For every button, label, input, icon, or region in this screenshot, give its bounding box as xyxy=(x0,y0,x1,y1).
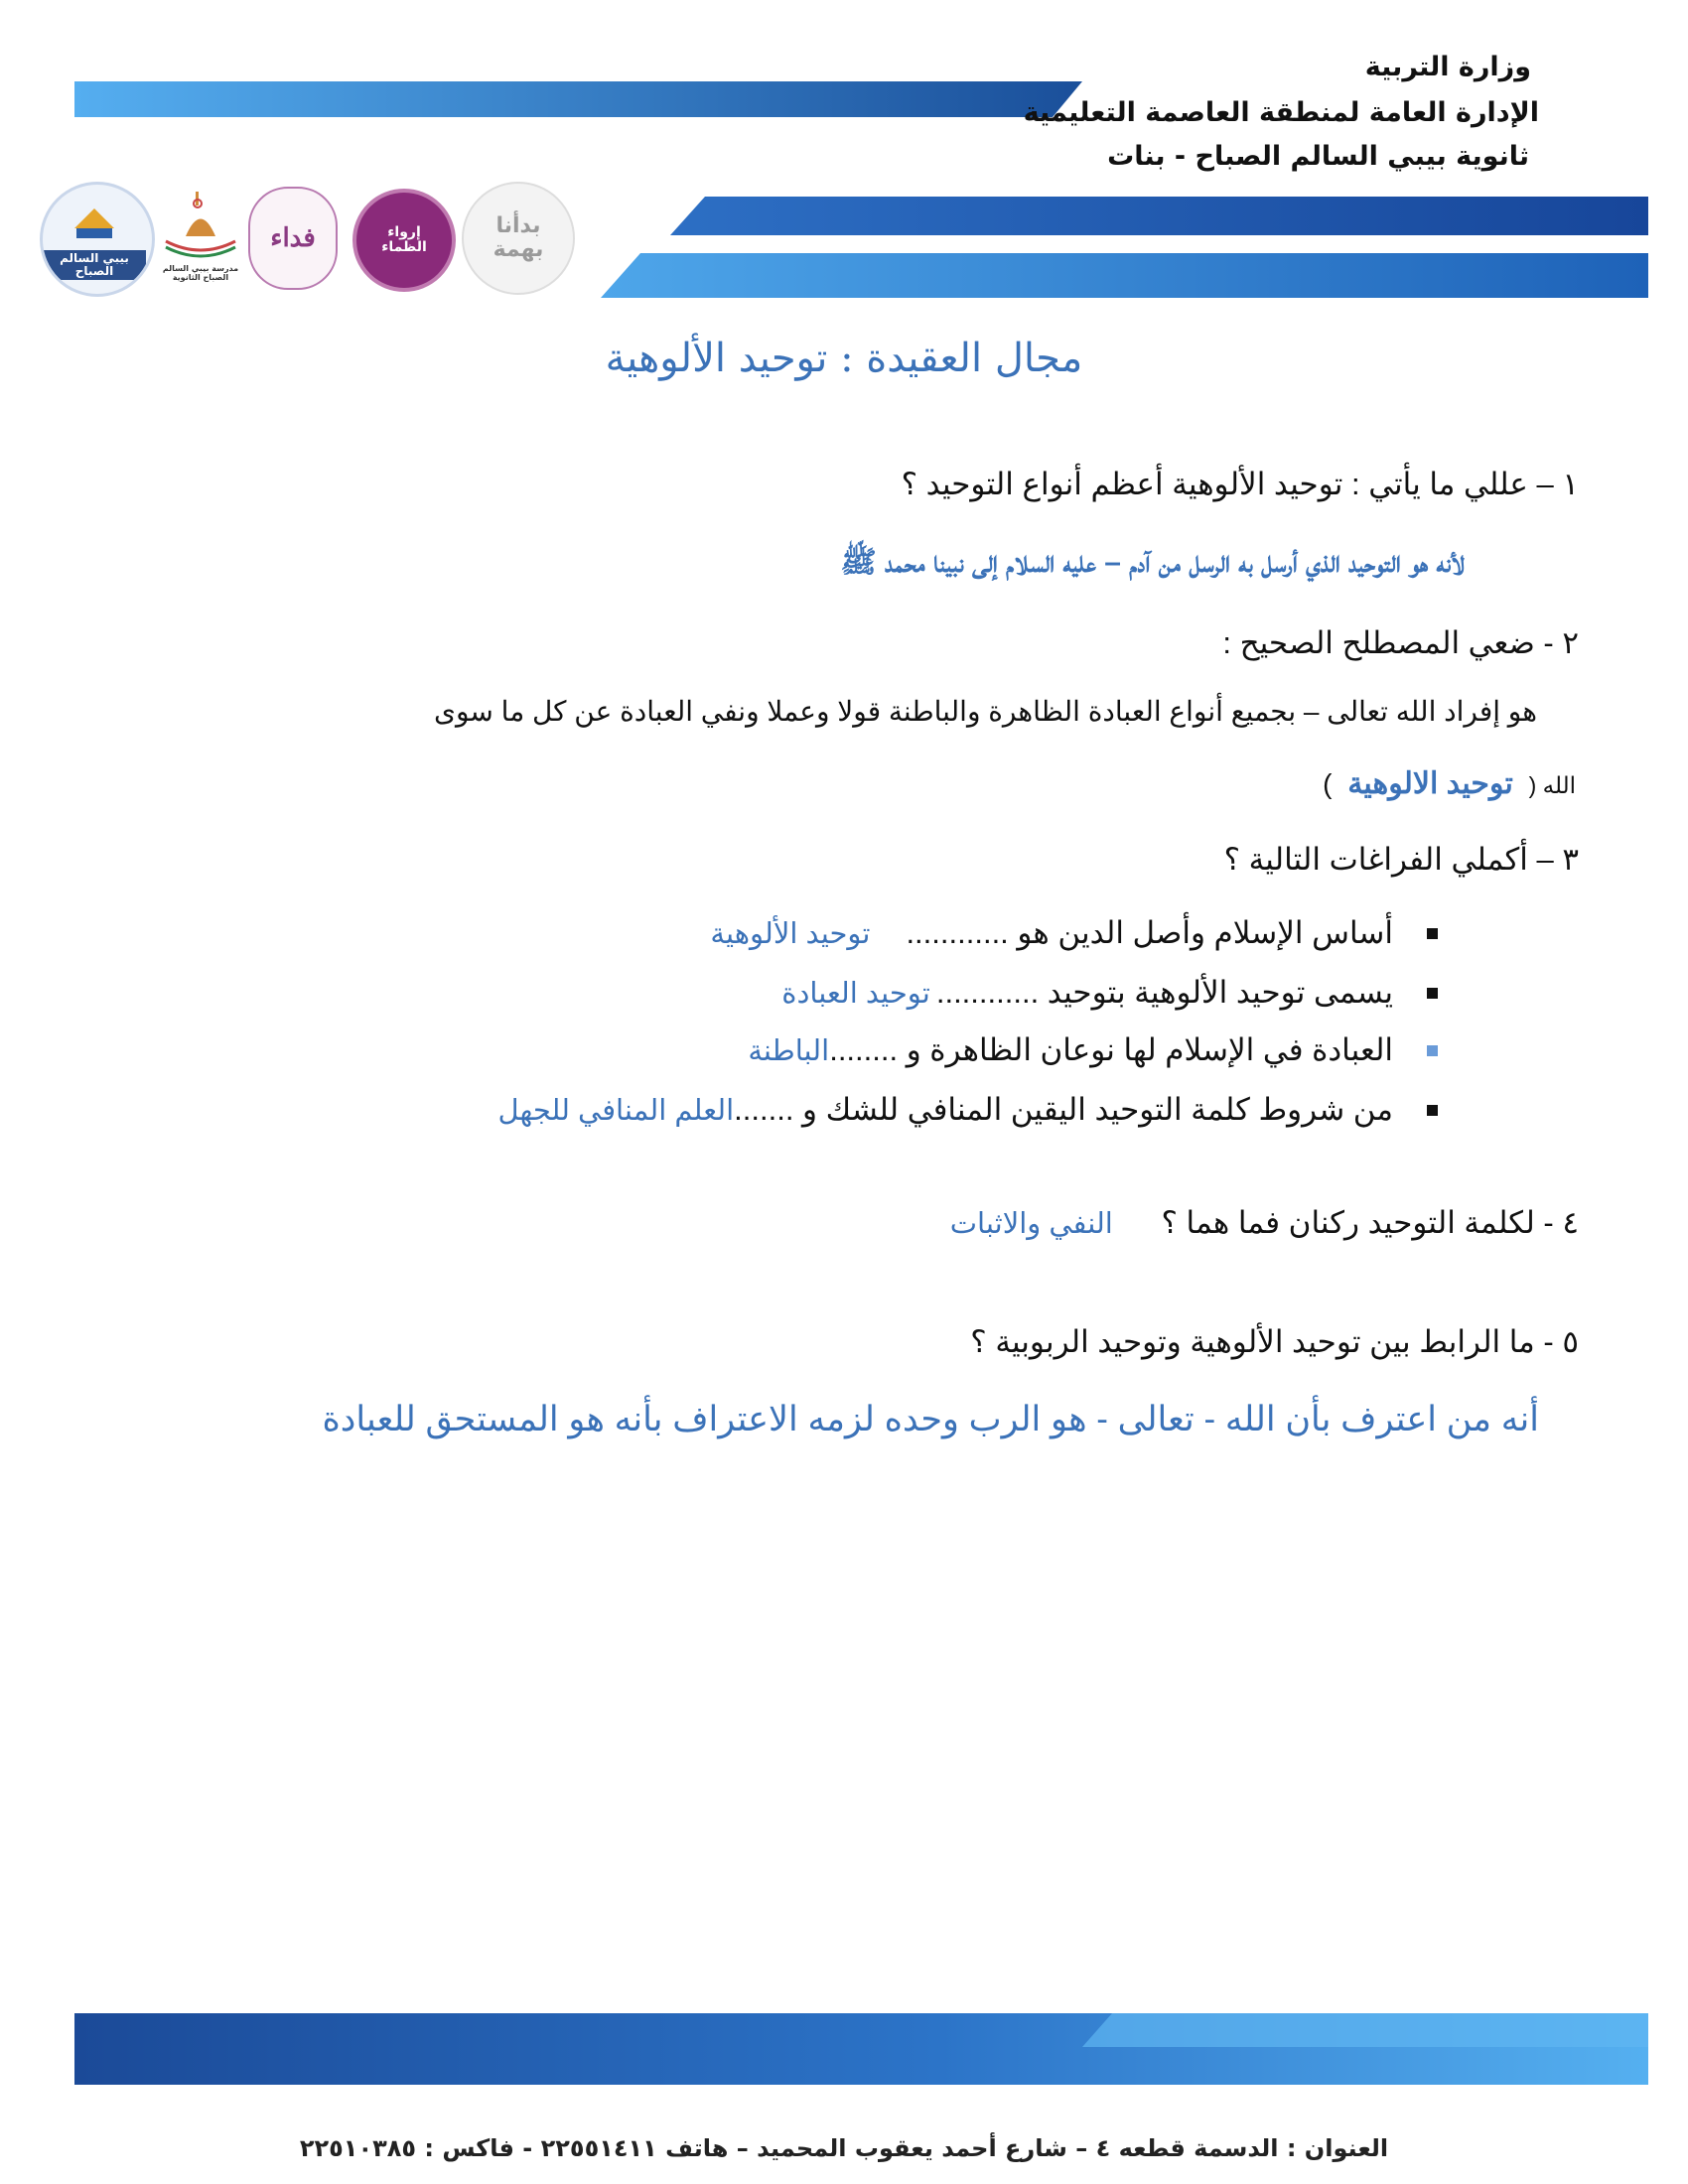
definition-answer-line xyxy=(1323,766,1576,801)
question-2: ٢ - ضعي المصطلح الصحيح : xyxy=(1222,625,1579,660)
answer-5: أنه من اعترف بأن الله - تعالى - هو الرب وحده لزمه الاعتراف بأنه هو المستحق للعبادة xyxy=(322,1400,1539,1438)
bedana-logo: بدأنا بهمة xyxy=(462,182,575,295)
fill-item-text: من شروط كلمة التوحيد اليقين المنافي للشك و ....... xyxy=(734,1092,1393,1127)
question-4-line xyxy=(950,1205,1579,1241)
fill-item-answer: العلم المنافي للجهل xyxy=(497,1094,735,1127)
fill-item-answer: توحيد العبادة xyxy=(781,977,930,1010)
fill-item-4 xyxy=(497,1092,1438,1128)
question-1: ١ – عللي ما يأتي : توحيد الألوهية أعظم أنواع التوحيد ؟ xyxy=(901,467,1579,501)
answer-4: النفي والاثبات xyxy=(949,1208,1113,1240)
definition-end: الله ( xyxy=(1528,772,1576,798)
fill-item-1 xyxy=(710,915,1438,951)
bullet-square-icon xyxy=(1427,1105,1438,1116)
question-5: ٥ - ما الرابط بين توحيد الألوهية وتوحيد الربوبية ؟ xyxy=(970,1324,1579,1359)
answer-2: توحيد الالوهية xyxy=(1347,767,1513,800)
school-logo: بيبي السالم الصباح xyxy=(40,182,155,297)
ministry-name: وزارة التربية xyxy=(1364,52,1531,82)
fill-item-answer: توحيد الألوهية xyxy=(710,917,871,950)
fill-item-3 xyxy=(748,1032,1438,1068)
answer-1: لأنه هو التوحيد الذي أرسل به الرسل من آدم – عليه السلام إلى نبينا محمد ﷺ xyxy=(840,546,1465,579)
footer-address: العنوان : الدسمة قطعه ٤ – شارع أحمد يعقوب المحميد – هاتف ٢٢٥٥١٤١١ - فاكس : ٢٢٥١٠٣٨٥ xyxy=(299,2134,1389,2162)
footer-band xyxy=(0,1995,1688,2105)
question-4: ٤ - لكلمة التوحيد ركنان فما هما ؟ xyxy=(1161,1205,1579,1240)
fill-item-text: أساس الإسلام وأصل الدين هو ............ xyxy=(906,915,1393,950)
directorate-name: الإدارة العامة لمنطقة العاصمة التعليمية xyxy=(1023,97,1539,128)
definition-text: هو إفراد الله تعالى – بجميع أنواع العبادة الظاهرة والباطنة قولا وعملا ونفي العبادة عن كل ما سوى xyxy=(434,696,1537,727)
bullet-square-icon xyxy=(1427,928,1438,939)
close-paren: ) xyxy=(1323,768,1333,799)
mosque-logo: مدرسة بيبي السالم الصباح الثانوية xyxy=(151,182,250,291)
page-title: مجال العقيدة : توحيد الألوهية xyxy=(605,336,1083,381)
bullet-square-icon xyxy=(1427,1045,1438,1056)
fida-logo: فداء xyxy=(248,187,338,290)
fill-item-answer: الباطنة xyxy=(748,1034,830,1067)
bullet-square-icon xyxy=(1427,988,1438,999)
purple-logo: إرواء الظماء xyxy=(352,189,456,292)
fill-item-text: العبادة في الإسلام لها نوعان الظاهرة و ........ xyxy=(829,1032,1393,1067)
school-name: ثانوية بيبي السالم الصباح - بنات xyxy=(1107,141,1529,172)
fill-item-text: يسمى توحيد الألوهية بتوحيد ............ xyxy=(935,975,1393,1010)
fill-item-2 xyxy=(781,975,1438,1011)
question-3: ٣ – أكملي الفراغات التالية ؟ xyxy=(1223,842,1579,877)
